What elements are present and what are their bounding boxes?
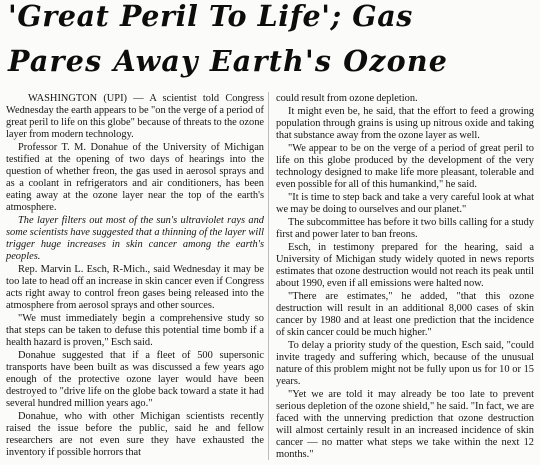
article-paragraph: The layer filters out most of the sun's ultraviolet rays and some scientists have suggested that a thinning of the layer will trigger huge increases in skin cancer among the earth's peoples.: [6, 215, 264, 262]
article-paragraph: Donahue, who with other Michigan scientists recently raised the issue before the public, said he and fellow researchers are not even sure they have exhausted the inventory if possible horrors that: [6, 411, 264, 458]
column-divider: [268, 92, 269, 460]
article-column-left: [6, 93, 264, 460]
article-paragraph: It might even be, he said, that the effort to feed a growing population through grains is using up nitrous oxide and taking that substance away from the ozone layer as well.: [276, 106, 534, 141]
article-paragraph: could result from ozone depletion.: [276, 93, 418, 104]
article-paragraph: "Yet we are told it may already be too late to prevent serious depletion of the ozone shield," he said. "In fact, we are faced with the unnerving prediction that ozone destruction will almost certainly result in an increased incidence of skin cancer — no matter what steps we take within the next 12 months.": [276, 389, 534, 460]
article-paragraph: Donahue suggested that if a fleet of 500 supersonic transports have been built as was discussed a few years ago enough of the protective ozone layer would have been destroyed to "drive life on the globe back toward a state it had several hundred million years ago.": [6, 350, 264, 409]
article-paragraph: "We appear to be on the verge of a period of great peril to life on this globe produced by the development of the very technology designed to make life more pleasant, tolerable and even possible for all of this humankind," he said.: [276, 143, 534, 190]
article-paragraph: Professor T. M. Donahue of the University of Michigan testified at the opening of two days of hearings into the question of whether freon, the gas used in aerosol sprays and as a coolant in refrigerators and air conditioners, has been eating away at the ozone layer near the top of the earth's atmosphere.: [6, 142, 264, 213]
article-paragraph: Esch, in testimony prepared for the hearing, said a University of Michigan study widely quoted in news reports estimates that ozone destruction would not reach its peak until about 1990, even if all emissions were halted now.: [276, 242, 534, 289]
headline-line-1: 'Great Peril To Life'; Gas: [8, 0, 413, 33]
article-paragraph: To delay a priority study of the question, Esch said, "could invite tragedy and suffering which, because of the unusual nature of this problem might not be fully upon us for 10 or 15 years.: [276, 340, 534, 387]
article-paragraph: "We must immediately begin a comprehensive study so that steps can be taken to defuse this potential time bomb if a health hazard is proven," Esch said.: [6, 313, 264, 348]
article-column-right: [276, 93, 534, 462]
article-paragraph: Rep. Marvin L. Esch, R-Mich., said Wednesday it may be too late to head off an increase in skin cancer even if Congress acts right away to control freon gases being released into the atmosphere from aerosol sprays and other sources.: [6, 264, 264, 311]
article-paragraph: The subcommittee has before it two bills calling for a study first and power later to ban freons.: [276, 217, 534, 240]
article-paragraph: WASHINGTON (UPI) — A scientist told Congress Wednesday the earth appears to be "on the verge of a period of great peril to life on this globe" because of threats to the ozone layer from modern technology.: [6, 93, 264, 140]
headline-line-2: Pares Away Earth's Ozone: [8, 44, 449, 78]
article-paragraph: "There are estimates," he added, "that this ozone destruction will result in an additional 8,000 cases of skin cancer by 1980 and at least one prediction that the incidence of skin cancer could be much higher.": [276, 291, 534, 338]
article-paragraph: "It is time to step back and take a very careful look at what we may be doing to ourselves and our planet.": [276, 192, 534, 215]
